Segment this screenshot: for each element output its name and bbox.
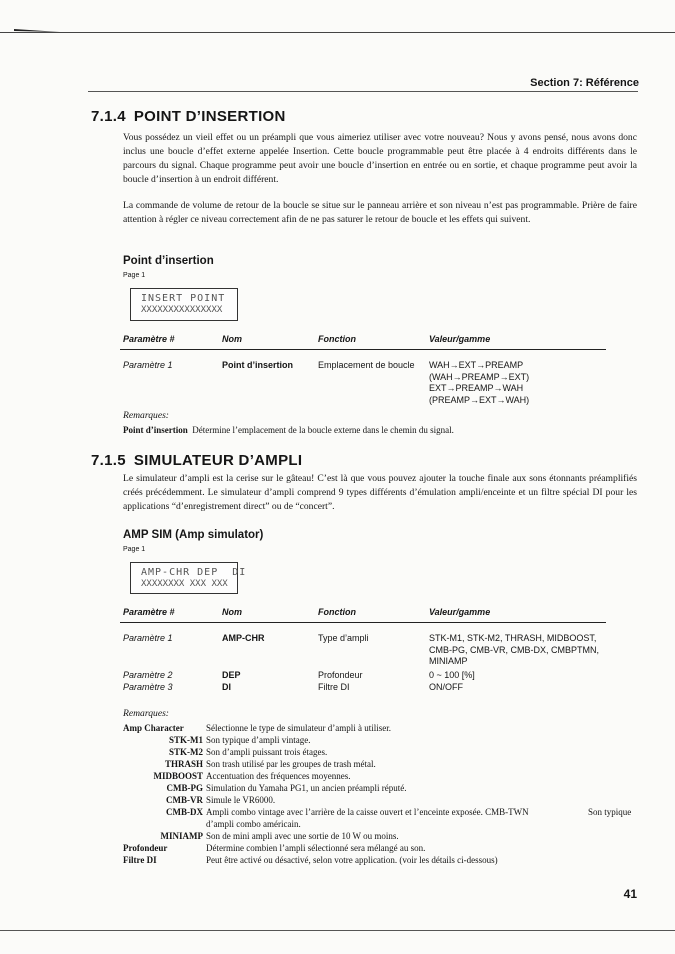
value-line: EXT→PREAMP→WAH <box>429 383 524 393</box>
page-label: Page 1 <box>123 546 146 553</box>
table-cell-name: Point d’insertion <box>222 360 293 370</box>
lcd-line-2: XXXXXXXX XXX XXX <box>141 579 228 589</box>
remark-key: STK-M2 <box>168 747 203 757</box>
remark-text: Accentuation des fréquences moyennes. <box>206 771 351 781</box>
remark-key: Filtre DI <box>123 855 157 865</box>
col-header-param: Paramètre # <box>123 334 175 344</box>
remark-text: Simulation du Yamaha PG1, un ancien préampli réputé. <box>206 783 407 793</box>
remark-key: MINIAMP <box>160 831 203 841</box>
subheading-amp-sim: AMP SIM (Amp simulator) <box>123 529 264 541</box>
remark-key: THRASH <box>164 759 203 769</box>
table-cell-param: Paramètre 3 <box>123 682 173 692</box>
remark-key: MIDBOOST <box>153 771 203 781</box>
col-header-function: Fonction <box>318 607 356 617</box>
table-rule <box>120 349 606 350</box>
table-cell-name: AMP-CHR <box>222 633 265 643</box>
remarks-title: Remarques: <box>123 410 170 421</box>
table-rule <box>120 622 606 623</box>
remark-text-cmb-twn: Son typique <box>588 807 632 817</box>
col-header-function: Fonction <box>318 334 356 344</box>
bottom-rule <box>0 930 675 931</box>
table-cell-values: ON/OFF <box>429 682 463 692</box>
table-cell-function: Emplacement de boucle <box>318 360 415 370</box>
section-heading-7-1-4 <box>91 108 286 125</box>
table-cell-function: Filtre DI <box>318 682 350 692</box>
col-header-name: Nom <box>222 607 242 617</box>
remark-text: Sélectionne le type de simulateur d’ampli à utiliser. <box>206 723 391 733</box>
page-number: 41 <box>623 887 637 901</box>
section-number: 7.1.5 <box>91 452 126 469</box>
remark-text: d’ampli combo américain. <box>206 819 301 829</box>
page-label: Page 1 <box>123 272 146 279</box>
col-header-param: Paramètre # <box>123 607 175 617</box>
header-rule <box>88 91 638 92</box>
section-number: 7.1.4 <box>91 108 126 125</box>
remark-text: Son typique d’ampli vintage. <box>206 735 311 745</box>
section-heading-7-1-5 <box>91 452 302 469</box>
remark-key: STK-M1 <box>168 735 203 745</box>
remark-key: CMB-VR <box>166 795 203 805</box>
value-line: CMB-PG, CMB-VR, CMB-DX, CMBPTMN, <box>429 644 599 655</box>
remark-key: Point d’insertion <box>123 425 188 435</box>
section-header: Section 7: Référence <box>530 77 639 89</box>
top-rule <box>0 32 675 33</box>
remark-text: Son d’ampli puissant trois étages. <box>206 747 328 757</box>
paragraph-return-level: La commande de volume de retour de la boucle se situe sur le panneau arrière et son niveau n’est pas programmable. Prière de faire attention à régler ce niveau correctement afin de ne pas saturer le retour de boucle et les effets qui suivent. <box>123 200 637 225</box>
remark-key <box>123 818 203 830</box>
table-cell-param: Paramètre 1 <box>123 633 173 643</box>
table-cell-param: Paramètre 1 <box>123 360 173 370</box>
remarks-keys <box>123 722 203 866</box>
remark-text: Peut être activé ou désactivé, selon votre application. (voir les détails ci-dessous) <box>206 855 498 865</box>
col-header-value: Valeur/gamme <box>429 607 491 617</box>
table-cell-values: 0 ~ 100 [%] <box>429 670 475 680</box>
paragraph-amp-sim-intro: Le simulateur d’ampli est la cerise sur le gâteau! C’est là que vous pouvez ajouter la touche finale aux sons étonnants préamplifiés créés précédemment. Le simulateur d’ampli comprend 9 types différents d’émulation ampli/enceinte et un filtre spécial DI pour les applications “d’enregistrement direct” ou de “concert”. <box>123 473 637 512</box>
remark-insert-point <box>123 424 454 436</box>
section-title: POINT D’INSERTION <box>133 108 286 125</box>
col-header-name: Nom <box>222 334 242 344</box>
lcd-line-1: INSERT POINT <box>141 293 226 304</box>
lcd-line-2: XXXXXXXXXXXXXXX <box>141 305 223 315</box>
remark-key: CMB-DX <box>166 807 203 817</box>
value-line: (PREAMP→EXT→WAH) <box>429 394 530 405</box>
col-header-value: Valeur/gamme <box>429 334 491 344</box>
paragraph-insertion-intro: Vous possédez un vieil effet ou un préampli que vous aimeriez utiliser avec votre nouveau? Nous y avons pensé, nous avons donc inclus une boucle d’effet externe appelée Insertion. Cette boucle programmable peut être placée à 4 endroits différents dans le parcours du signal. Chaque programme peut avoir une boucle d’insertion en entrée ou en sortie, et chaque programme peut avoir la boucle d’insertion à un endroit différent. <box>123 132 637 185</box>
value-line: (WAH→PREAMP→EXT) <box>429 371 530 382</box>
table-cell-function: Type d’ampli <box>318 633 369 643</box>
remark-key: CMB-PG <box>166 783 203 793</box>
remark-key: Amp Character <box>123 723 184 733</box>
lcd-display-insert-point <box>130 288 238 321</box>
remarks-values <box>206 722 566 866</box>
remark-text: Détermine l’emplacement de la boucle externe dans le chemin du signal. <box>192 425 454 435</box>
remark-text: Simule le VR6000. <box>206 795 276 805</box>
table-cell-values <box>429 360 529 406</box>
table-cell-values <box>429 633 599 668</box>
remarks-title: Remarques: <box>123 708 170 719</box>
table-cell-name: DI <box>222 682 231 692</box>
table-cell-param: Paramètre 2 <box>123 670 173 680</box>
subheading-insert-point: Point d’insertion <box>123 255 214 267</box>
table-cell-name: DEP <box>222 670 241 680</box>
remark-text: Ampli combo vintage avec l’arrière de la caisse ouvert et l’enceinte exposée. CMB-TWN <box>206 807 529 817</box>
lcd-line-1: AMP-CHR DEP DI <box>141 567 247 578</box>
remark-text: Détermine combien l’ampli sélectionné sera mélangé au son. <box>206 843 426 853</box>
remark-key: Profondeur <box>123 843 168 853</box>
remark-text: Son de mini ampli avec une sortie de 10 W ou moins. <box>206 831 399 841</box>
lcd-display-amp-sim <box>130 562 247 594</box>
corner-mark <box>0 28 60 34</box>
value-line: MINIAMP <box>429 656 468 666</box>
remark-text: Son trash utilisé par les groupes de trash métal. <box>206 759 376 769</box>
value-line: STK-M1, STK-M2, THRASH, MIDBOOST, <box>429 633 597 643</box>
section-title: SIMULATEUR D’AMPLI <box>133 452 303 469</box>
value-line: WAH→EXT→PREAMP <box>429 360 524 370</box>
table-cell-function: Profondeur <box>318 670 363 680</box>
